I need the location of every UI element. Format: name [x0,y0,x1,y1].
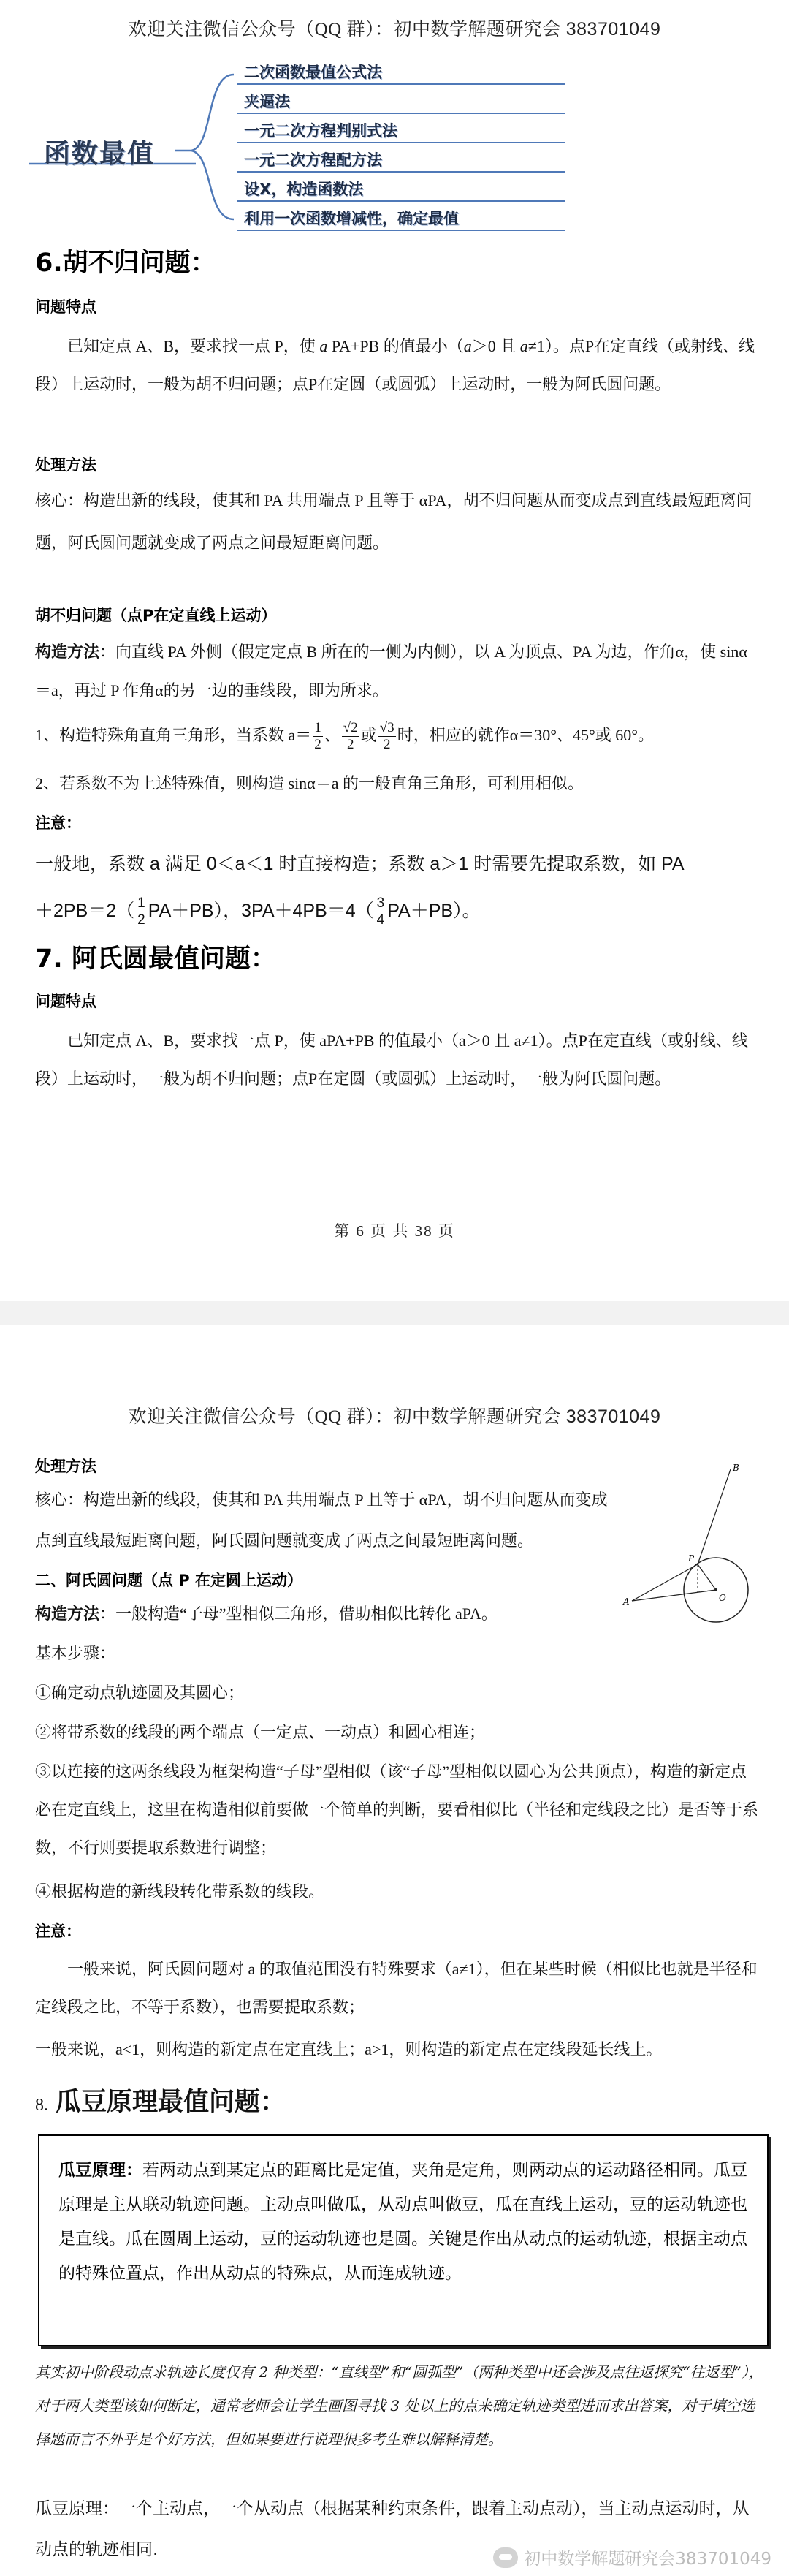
page-header: 欢迎关注微信公众号（QQ 群）：初中数学解题研究会 383701049 [128,19,661,39]
gua-dou-principle-box: 瓜豆原理：若两动点到某定点的距离比是定值，夹角是定角，则两动点的运动路径相同。瓜豆原理是主从联动轨迹问题。主动点叫做瓜，从动点叫做豆，瓜在直线上运动，豆的运动轨迹也是直线。瓜在圆周上运动，豆的运动轨迹也是圆。关键是作出从动点的运动轨迹，根据主动点的特殊位置点，作出从动点的特殊点，从而连成轨迹。 [38,2134,769,2346]
mindmap-item: 二次函数最值公式法 [241,60,558,85]
page-header: 欢迎关注微信公众号（QQ 群）：初中数学解题研究会 383701049 [128,1406,661,1427]
section-6-method-label: 处理方法 [35,456,96,474]
page-separator [0,1301,789,1325]
fraction: $\frac{1}{2}$ [137,895,145,928]
method-text: 核心：构造出新的线段，使其和 PA 共用端点 P 且等于 αPA，胡不归问题从而变成点到直线最短距离问题，阿氏圆问题就变成了两点之间最短距离问题。 [35,1490,608,1550]
section-8-title: 8. 瓜豆原理最值问题： [35,2088,286,2117]
section-6-sub-title: 胡不归问题（点P在定直线上运动） [35,607,277,624]
fraction: $\frac{3}{4}$ [376,895,385,928]
figure-label-a: A [623,1596,630,1607]
section-6-item-2: 2、若系数不为上述特殊值，则构造 sinα＝a 的一般直角三角形，可利用相似。 [35,774,584,792]
section-7-feature-label: 问题特点 [35,993,96,1010]
mindmap-item: 利用一次函数增减性，确定最值 [241,206,558,231]
mindmap-item: 设X，构造函数法 [241,177,558,202]
section-6-feature-label: 问题特点 [35,298,96,316]
step-item: ③以连接的这两条线段为框架构造“子母”型相似（该“子母”型相似以圆心为公共顶点），构造的新定点必在定直线上，这里在构造相似前要做一个简单的判断，要看相似比（半径和定线段之比）是否等于系数，不行则要提取系数进行调整； [35,1762,759,1857]
mindmap-root: 函数最值 [44,139,156,169]
page-footer: 第 6 页 共 38 页 [334,1222,455,1240]
mindmap-item: 一元二次方程判别式法 [241,118,558,143]
page-2 [0,1325,789,2576]
figure-label-b: B [733,1463,739,1473]
section-7-feature-text: 已知定点 A、B，要求找一点 P，使 aPA+PB 的值最小（a＞0 且 a≠1）。点P在定直线（或射线、线段）上运动时，一般为胡不归问题；点P在定圆（或圆弧）上运动时，一般为阿氏圆问题。 [35,1031,748,1088]
steps-label: 基本步骤： [35,1644,116,1662]
section-6-note-text: 一般地，系数 a 满足 0＜a＜1 时直接构造；系数 a＞1 时需要先提取系数，如 PA ＋2PB＝2（ $\frac{1}{2}$ PA＋PB），3PA＋4PB＝4（ $\frac{3}{4}$ PA＋PB）。 [35,854,685,928]
section-6-method-text: 核心：构造出新的线段，使其和 PA 共用端点 P 且等于 αPA，胡不归问题从而变成点到直线最短距离问题，阿氏圆问题就变成了两点之间最短距离问题。 [35,491,752,552]
section-6-construct: 构造方法：向直线 PA 外侧（假定定点 B 所在的一侧为内侧），以 A 为顶点、PA 为边，作角α，使 sinα＝a，再过 P 作角α的另一边的垂线段，即为所求。 [35,643,747,700]
note-text-2: 一般来说，a<1，则构造的新定点在定直线上；a>1，则构造的新定点在定线段延长线上。 [35,2040,663,2058]
wechat-watermark: 初中数学解题研究会383701049 [493,2545,771,2569]
section-apollonius-title: 二、阿氏圆问题（点 P 在定圆上运动） [35,1572,303,1589]
step-item: ②将带系数的线段的两个端点（一定点、一动点）和圆心相连； [35,1723,486,1741]
step-item: ①确定动点轨迹圆及其圆心； [35,1683,245,1702]
note-text-1: 一般来说，阿氏圆问题对 a 的取值范围没有特殊要求（a≠1），但在某些时候（相似比也就是半径和定线段之比，不等于系数），也需要提取系数； [35,1960,758,2016]
gua-dou-summary: 瓜豆原理：一个主动点，一个从动点（根据某种约束条件，跟着主动点动），当主动点运动时，从动点的轨迹相同. [35,2499,750,2559]
section-6-item-1: 1、构造特殊角直角三角形，当系数 a＝ $\frac{1}{2}$ 、 $\frac{√2}{2}$ 或 $\frac{√3}{2}$ 时，相应的就作α＝30°、45°或 60°。 [35,720,655,753]
trajectory-note: 其实初中阶段动点求轨迹长度仅有 2 种类型：“直线型”和“圆弧型”（两种类型中还会涉及点往返探究“往返型”），对于两大类型该如何断定，通常老师会让学生画图寻找 3 处以上的点来确定轨迹类型进而求出答案，对于填空选择题而言不外乎是个好方法，但如果要进行说理很多考生难以解释清楚。 [35,2363,763,2448]
note-label: 注意： [35,1922,81,1940]
mindmap-item: 一元二次方程配方法 [241,148,558,173]
section-7-title: 7. 阿氏圆最值问题： [35,944,276,974]
figure-label-p: P [688,1553,695,1564]
fraction: $\frac{1}{2}$ [314,720,321,753]
section-6-title: 6.胡不归问题： [35,249,216,278]
figure-label-o: O [719,1593,726,1603]
construct-method: 构造方法：一般构造“子母”型相似三角形，借助相似比转化 aPA。 [35,1605,498,1624]
fraction: $\frac{√3}{2}$ [379,720,394,753]
fraction: $\frac{√2}{2}$ [343,720,358,753]
section-6-note-label: 注意： [35,814,81,832]
step-item: ④根据构造的新线段转化带系数的线段。 [35,1882,325,1901]
section-6-feature-text: 已知定点 A、B，要求找一点 P，使 a PA+PB 的值最小（a＞0 且 a≠1）。点P在定直线（或射线、线段）上运动时，一般为胡不归问题；点P在定圆（或圆弧）上运动时，一般为阿氏圆问题。 [35,337,755,393]
mindmap-item: 夹逼法 [241,89,558,114]
method-label: 处理方法 [35,1458,96,1475]
